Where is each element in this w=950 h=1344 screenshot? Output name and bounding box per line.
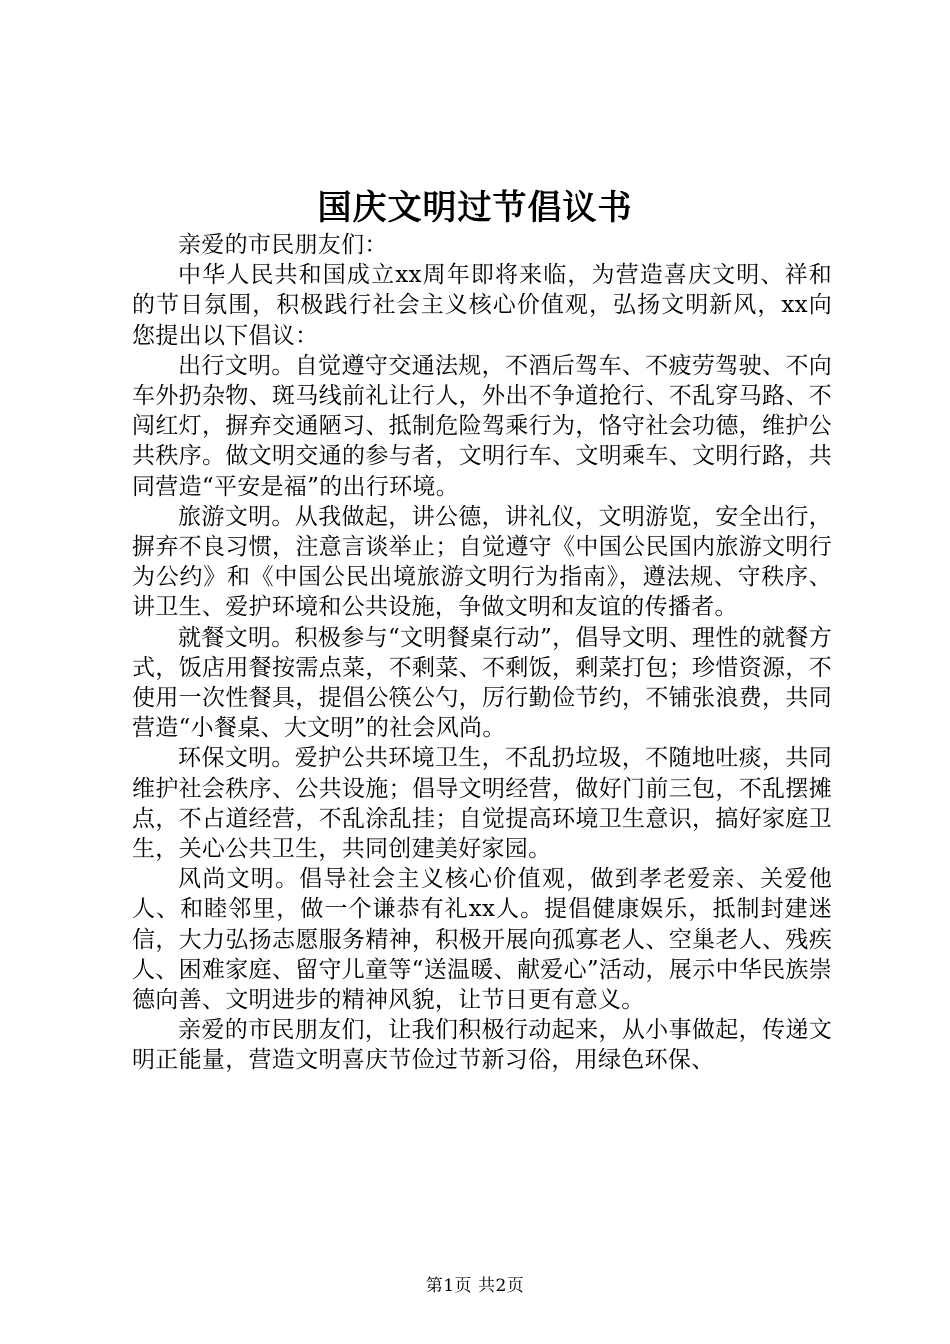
document-title: 国庆文明过节倡议书 <box>317 188 633 228</box>
paragraph-social-civility: 风尚文明。倡导社会主义核心价值观，做到孝老爱亲、关爱他人、和睦邻里，做一个谦恭有礼xx人。提倡健康娱乐，抵制封建迷信，大力弘扬志愿服务精神，积极开展向孤寡老人、空巢老人、残疾人、困难家庭、留守儿童等“送温暖、献爱心”活动，展示中华民族崇德向善、文明进步的精神风貌，让节日更有意义。 <box>132 866 832 1014</box>
paragraph-tourism-civility: 旅游文明。从我做起，讲公德，讲礼仪，文明游览，安全出行，摒弃不良习惯，注意言谈举止；自觉遵守《中国公民国内旅游文明行为公约》和《中国公民出境旅游文明行为指南》，遵法规、守秩序、讲卫生、爱护环境和公共设施，争做文明和友谊的传播者。 <box>132 503 832 621</box>
paragraph-travel-civility: 出行文明。自觉遵守交通法规，不酒后驾车、不疲劳驾驶、不向车外扔杂物、斑马线前礼让行人，外出不争道抢行、不乱穿马路、不闯红灯，摒弃交通陋习、抵制危险驾乘行为，恪守社会功德，维护公共秩序。做文明交通的参与者，文明行车、文明乘车、文明行路，共同营造“平安是福”的出行环境。 <box>132 352 832 500</box>
paragraph-intro: 中华人民共和国成立xx周年即将来临，为营造喜庆文明、祥和的节日氛围，积极践行社会主义核心价值观，弘扬文明新风，xx向您提出以下倡议： <box>132 262 832 349</box>
document-body <box>132 230 832 1076</box>
greeting: 亲爱的市民朋友们： <box>178 232 388 258</box>
paragraph-dining-civility: 就餐文明。积极参与“文明餐桌行动”，倡导文明、理性的就餐方式，饭店用餐按需点菜，不剩菜、不剩饭，剩菜打包；珍惜资源，不使用一次性餐具，提倡公筷公勺，厉行勤俭节约，不铺张浪费，共同营造“小餐桌、大文明”的社会风尚。 <box>132 624 832 742</box>
paragraph-closing: 亲爱的市民朋友们，让我们积极行动起来，从小事做起，传递文明正能量，营造文明喜庆节俭过节新习俗，用绿色环保、 <box>132 1017 832 1074</box>
page-number: 第1页 共2页 <box>425 1276 525 1296</box>
paragraph-environment-civility: 环保文明。爱护公共环境卫生，不乱扔垃圾，不随地吐痰，共同维护社会秩序、公共设施；倡导文明经营，做好门前三包，不乱摆摊点，不占道经营，不乱涂乱挂；自觉提高环境卫生意识，搞好家庭卫生，关心公共卫生，共同创建美好家园。 <box>132 745 832 863</box>
